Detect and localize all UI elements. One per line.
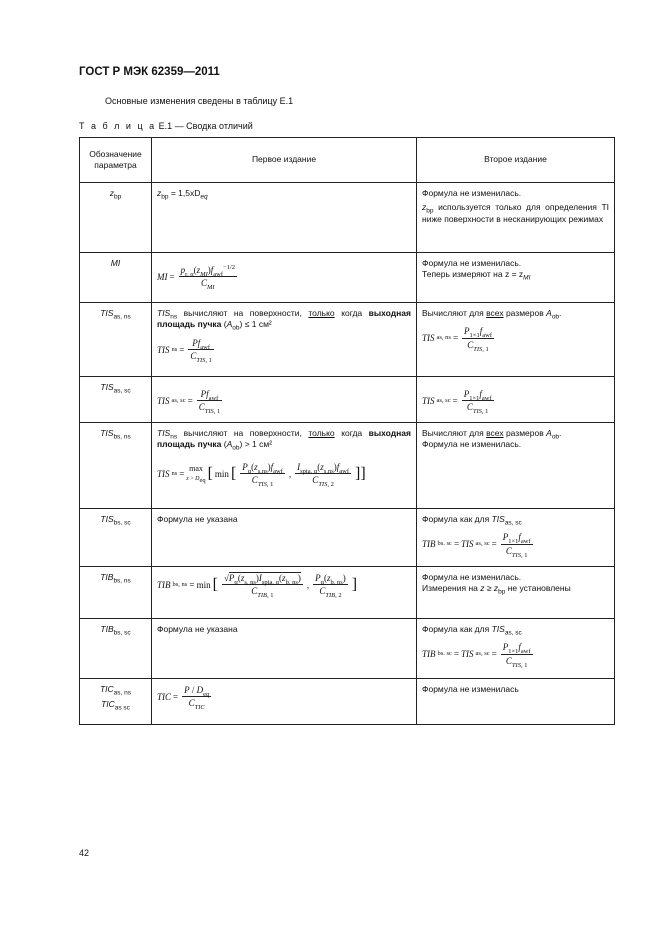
table-row [80, 567, 615, 619]
second-edition-cell: Вычисляют для всех размеров $A_{ob}$. Формула не изменилась. [417, 423, 615, 509]
param-cell: $TIB_{bs, sc}$ [80, 619, 152, 679]
table-row [80, 509, 615, 567]
table-row [80, 423, 615, 509]
param-cell: $TIS_{bs, ns}$ [80, 423, 152, 509]
first-edition-cell: Формула не указана [152, 619, 417, 679]
param-cell: $TIB_{bs, ns}$ [80, 567, 152, 619]
header-second-edition: Второе издание [417, 138, 615, 183]
param-cell: $TIC_{as, ns}$ $TIC_{as sc}$ [80, 679, 152, 725]
caption-text: Е.1 — Сводка отличий [158, 121, 253, 131]
second-edition-cell: Формула как для $TIS_{as, sc}$ TIB bs. sc = TIS as, sc = $\frac{P_{1\times 1}f_{awf}}{C_{TIS, 1}}$ [417, 509, 615, 567]
table-row [80, 303, 615, 377]
first-edition-cell: TIC = $\frac{P / D_{eq}}{C_{TIC}}$ [152, 679, 417, 725]
param-cell: MI [80, 253, 152, 303]
param-cell: $TIS_{bs, sc}$ [80, 509, 152, 567]
first-edition-cell: $z_{bp} = 1,5xD_{eq}$ [152, 183, 417, 253]
second-edition-cell: Формула не изменилась [417, 679, 615, 725]
first-edition-cell: Формула не указана [152, 509, 417, 567]
second-edition-cell: Формула не изменилась. $z_{bp}$ используется только для определения TI ниже поверхности в несканирующих режимах [417, 183, 615, 253]
mi-formula: MI = $\frac{p_{r, \alpha}(z_{MI})f_{awf}^{-1/2}}{C_{MI}}$ [157, 264, 235, 291]
second-edition-cell: TIS as, sc = $\frac{P_{1\times 1}f_{awf}}{C_{TIS, 1}}$ [417, 377, 615, 423]
table-header-row [80, 138, 615, 183]
first-edition-cell: $TIS_{ns}$ вычисляют на поверхности, только когда выходная площадь пучка $(A_{ob}) \le 1$ см² TIS ns = $\frac{Pf_{awf}}{C_{TIS, 1}}$ [152, 303, 417, 377]
table-row [80, 619, 615, 679]
intro-text: Основные изменения сведены в таблицу Е.1 [105, 96, 294, 106]
table-row [80, 183, 615, 253]
header-first-edition: Первое издание [152, 138, 417, 183]
table-row [80, 679, 615, 725]
second-edition-cell: Формула не изменилась. Теперь измеряют на $z = z_{MI}$ [417, 253, 615, 303]
param-cell: $z_{bp}$ [80, 183, 152, 253]
document-header: ГОСТ Р МЭК 62359—2011 [79, 66, 220, 78]
param-cell: $TIS_{as, sc}$ [80, 377, 152, 423]
table-row [80, 253, 615, 303]
caption-prefix: Т а б л и ц а [79, 121, 157, 131]
second-edition-cell: Формула как для $TIS_{as, sc}$ TIB bs. sc = TIS as, sc = $\frac{P_{1\times 1}f_{awf}}{C_{TIS, 1}}$ [417, 619, 615, 679]
first-edition-cell: TIS as, sc = $\frac{Pf_{awf}}{C_{TIS, 1}}$ [152, 377, 417, 423]
page-number: 42 [79, 848, 90, 858]
second-edition-cell: Формула не изменилась. Измерения на $z \ge z_{bp}$ не установлены [417, 567, 615, 619]
table-caption [79, 121, 253, 131]
table-row [80, 377, 615, 423]
header-parameter: Обозначение параметра [80, 138, 152, 183]
first-edition-cell: $TIS_{ns}$ вычисляют на поверхности, только когда выходная площадь пучка $(A_{ob}) > 1$ см² TIS ns = max $z > D_{eq}$ [ min [ $\frac{P_\alpha(z_{s,ns})f_{awf}}{C_{TIS, 1}}$ , $\frac{I_{spta, \alpha}(z_{s,ns})f_{awf}}{C_{TIS, 2}}$ ]] [152, 423, 417, 509]
first-edition-cell [152, 253, 417, 303]
second-edition-cell: Вычисляют для всех размеров $A_{ob}$. TIS as, ns = $\frac{P_{1\times 1}f_{awf}}{C_{TIS, 1}}$ [417, 303, 615, 377]
first-edition-cell: TIB bs, ns = min [ $\frac{√P_\alpha(z_{s, ns})I_{spta, \alpha}(z_{b, ns})}{C_{TIB, 1}}$ , $\frac{P_\alpha(z_{b, ns})}{C_{TIB, 2}}$ ] [152, 567, 417, 619]
param-cell: $TIS_{as, ns}$ [80, 303, 152, 377]
summary-table [79, 137, 615, 725]
